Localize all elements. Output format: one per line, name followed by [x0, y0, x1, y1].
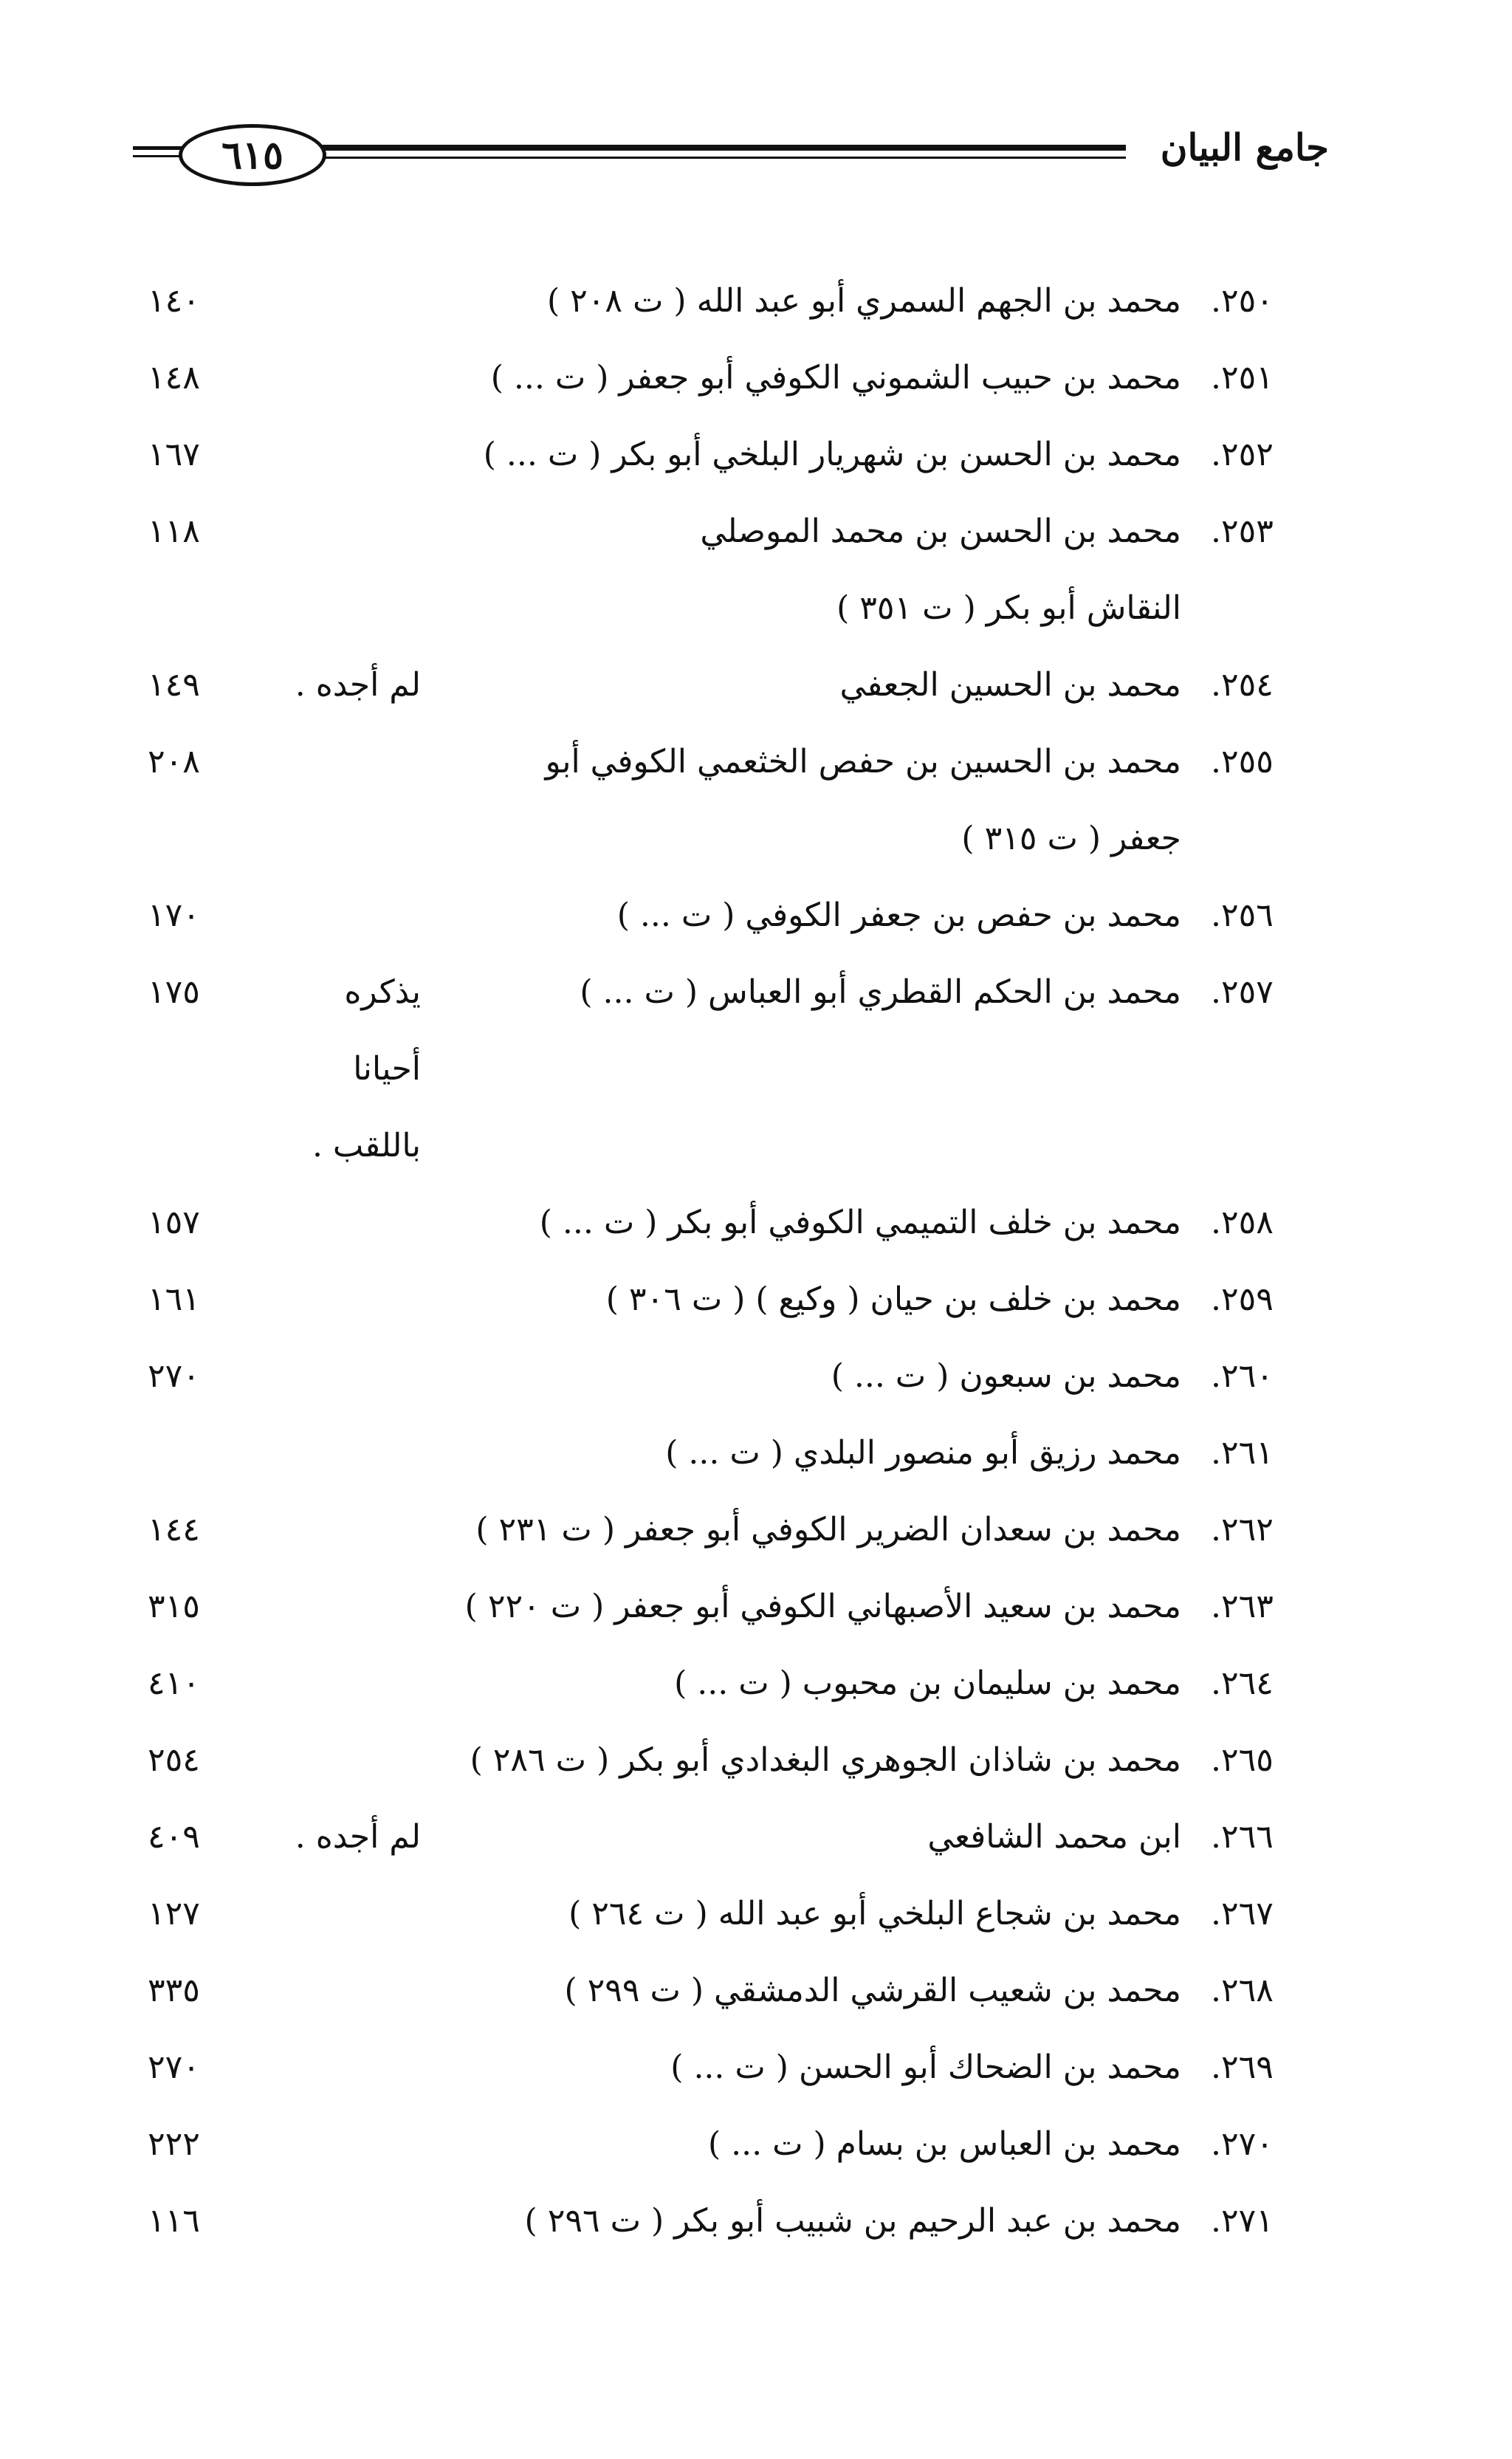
entry-number: ٢٧١.	[1211, 2202, 1274, 2240]
page-number: ٦١٥	[179, 124, 326, 186]
list-item	[148, 1952, 1299, 2029]
list-item	[148, 1338, 1299, 1415]
list-item	[148, 724, 1299, 877]
list-item	[148, 954, 1299, 1184]
entry-number: ٢٦٨.	[1211, 1972, 1274, 2009]
entry-name: محمد بن عبد الرحيم بن شبيب أبو بكر ( ت ٢٩٦ )	[524, 2202, 1181, 2240]
entry-page: ٢٠٨	[148, 743, 200, 781]
list-item	[148, 1568, 1299, 1645]
entry-name: محمد بن العباس بن بسام ( ت ... )	[708, 2125, 1181, 2163]
running-title: جامع البيان	[1160, 126, 1329, 169]
entry-note: يذكره أحيانا باللقب .	[312, 973, 421, 1165]
entry-page: ١١٨	[148, 512, 200, 550]
entry-page: ١٦١	[148, 1280, 200, 1318]
entry-number: ٢٦١.	[1211, 1434, 1274, 1472]
entry-number: ٢٦٦.	[1211, 1818, 1274, 1856]
entry-name: محمد بن الضحاك أبو الحسن ( ت ... )	[670, 2048, 1181, 2086]
entry-name: محمد بن سعدان الضرير الكوفي أبو جعفر ( ت ٢٣١ )	[475, 1511, 1181, 1549]
entry-page: ٣٣٥	[148, 1972, 200, 2009]
entry-page: ١٧٠	[148, 896, 200, 934]
entry-page: ٢٥٤	[148, 1741, 200, 1779]
entry-name: محمد بن خلف التميمي الكوفي أبو بكر ( ت ... )	[539, 1204, 1181, 1241]
list-item	[148, 263, 1299, 340]
list-item	[148, 2029, 1299, 2106]
entry-name: محمد بن سليمان بن محبوب ( ت ... )	[674, 1664, 1181, 1702]
page-header	[133, 124, 1329, 205]
entry-name: ابن محمد الشافعي	[927, 1818, 1181, 1856]
entry-page: ١٥٧	[148, 1204, 200, 1241]
entry-name: محمد بن الحسن بن محمد الموصلي النقاش أبو بكر ( ت ٣٥١ )	[700, 512, 1181, 627]
entry-name: محمد بن الحسين الجعفي	[839, 666, 1181, 704]
entry-name: محمد بن سبعون ( ت ... )	[831, 1357, 1181, 1395]
entry-number: ٢٧٠.	[1211, 2125, 1274, 2163]
entry-number: ٢٦٧.	[1211, 1895, 1274, 1932]
entry-number: ٢٥٨.	[1211, 1204, 1274, 1241]
entry-number: ٢٦٢.	[1211, 1511, 1274, 1549]
entry-name: محمد بن الحسين بن حفص الخثعمي الكوفي أبو جعفر ( ت ٣١٥ )	[545, 743, 1181, 857]
entry-number: ٢٥٥.	[1211, 743, 1274, 781]
list-item	[148, 1722, 1299, 1799]
entry-page: ١٤٩	[148, 666, 200, 704]
list-item	[148, 1492, 1299, 1568]
entry-number: ٢٥٦.	[1211, 896, 1274, 934]
list-item	[148, 647, 1299, 724]
list-item	[148, 2183, 1299, 2260]
entry-page: ٢٧٠	[148, 1357, 200, 1395]
entry-page: ٣١٥	[148, 1588, 200, 1625]
list-item	[148, 1645, 1299, 1722]
entry-name: محمد رزيق أبو منصور البلدي ( ت ... )	[665, 1434, 1181, 1472]
entry-number: ٢٦٣.	[1211, 1588, 1274, 1625]
entry-name: محمد بن خلف بن حيان ( وكيع ) ( ت ٣٠٦ )	[605, 1280, 1181, 1318]
entry-name: محمد بن شجاع البلخي أبو عبد الله ( ت ٢٦٤ )	[568, 1895, 1181, 1932]
entry-page: ١٦٧	[148, 436, 200, 473]
entry-number: ٢٥٣.	[1211, 512, 1274, 550]
entry-page: ٢٧٠	[148, 2048, 200, 2086]
entry-name: محمد بن شاذان الجوهري البغدادي أبو بكر ( ت ٢٨٦ )	[470, 1741, 1181, 1779]
entry-name: محمد بن حبيب الشموني الكوفي أبو جعفر ( ت ... )	[490, 359, 1181, 397]
entry-note: لم أجده .	[295, 1818, 421, 1856]
entry-page: ٤١٠	[148, 1664, 200, 1702]
entry-page: ١١٦	[148, 2202, 200, 2240]
list-item	[148, 416, 1299, 493]
entry-number: ٢٦٩.	[1211, 2048, 1274, 2086]
entry-number: ٢٥٧.	[1211, 973, 1274, 1011]
entry-name: محمد بن شعيب القرشي الدمشقي ( ت ٢٩٩ )	[564, 1972, 1181, 2009]
entry-number: ٢٥٠.	[1211, 282, 1274, 320]
entry-number: ٢٥٤.	[1211, 666, 1274, 704]
list-item	[148, 2106, 1299, 2183]
entry-page: ١٢٧	[148, 1895, 200, 1932]
entry-number: ٢٦٥.	[1211, 1741, 1274, 1779]
entry-page: ١٧٥	[148, 973, 200, 1011]
entry-page: ٤٠٩	[148, 1818, 200, 1856]
entry-name: محمد بن الحكم القطري أبو العباس ( ت ... )	[580, 973, 1181, 1011]
entry-page: ٢٢٢	[148, 2125, 200, 2163]
entry-page: ١٤٤	[148, 1511, 200, 1549]
entry-name: محمد بن الحسن بن شهريار البلخي أبو بكر ( ت ... )	[483, 436, 1181, 473]
list-item	[148, 340, 1299, 416]
list-item	[148, 1415, 1299, 1492]
entry-name: محمد بن حفص بن جعفر الكوفي ( ت ... )	[616, 896, 1181, 934]
list-item	[148, 493, 1299, 647]
entry-number: ٢٥١.	[1211, 359, 1274, 397]
entry-page: ١٤٨	[148, 359, 200, 397]
list-item	[148, 1184, 1299, 1261]
entry-name: محمد بن سعيد الأصبهاني الكوفي أبو جعفر ( ت ٢٢٠ )	[464, 1588, 1181, 1625]
entry-number: ٢٥٢.	[1211, 436, 1274, 473]
entry-number: ٢٦٤.	[1211, 1664, 1274, 1702]
header-rule	[317, 145, 1126, 151]
entry-number: ٢٥٩.	[1211, 1280, 1274, 1318]
list-item	[148, 1799, 1299, 1876]
list-item	[148, 877, 1299, 954]
header-rule	[317, 157, 1126, 159]
list-item	[148, 1261, 1299, 1338]
entry-number: ٢٦٠.	[1211, 1357, 1274, 1395]
entry-note: لم أجده .	[295, 666, 421, 704]
list-item	[148, 1876, 1299, 1952]
narrator-index-list	[148, 263, 1299, 2260]
entry-page: ١٤٠	[148, 282, 200, 320]
entry-name: محمد بن الجهم السمري أبو عبد الله ( ت ٢٠٨ )	[546, 282, 1181, 320]
